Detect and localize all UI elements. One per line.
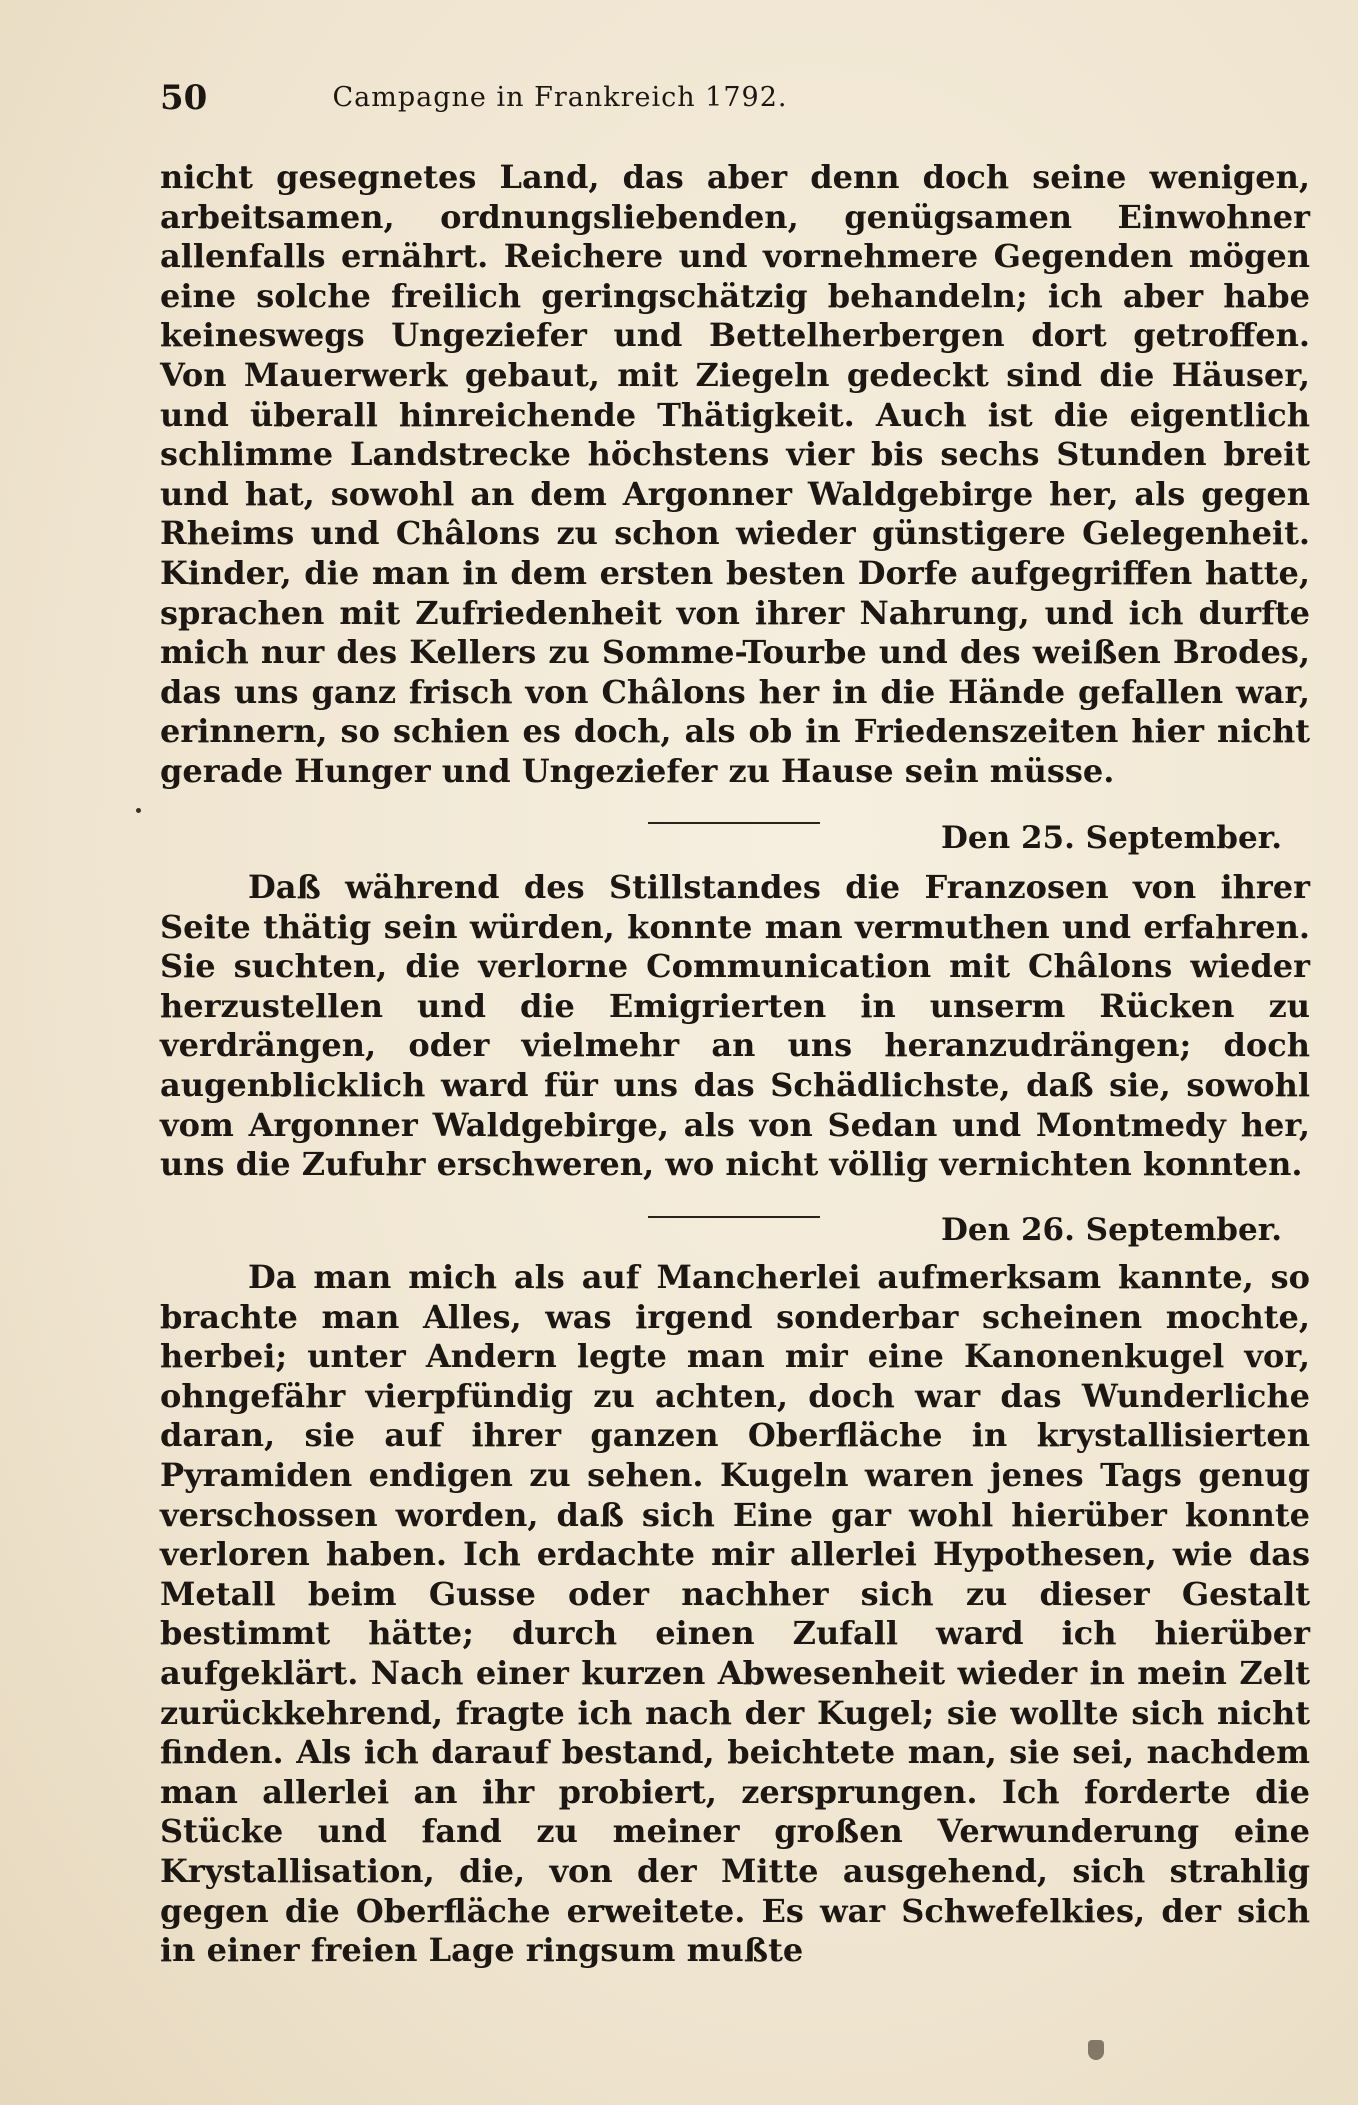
running-title: Campagne in Frankreich 1792. [332, 82, 788, 113]
dateline-25-september: Den 25. September. [941, 820, 1282, 856]
page-number: 50 [160, 78, 208, 118]
dateline-26-september: Den 26. September. [941, 1212, 1282, 1248]
page-header [160, 78, 1310, 126]
ink-speck [136, 808, 141, 813]
paragraph-26-september: Da man mich als auf Mancherlei aufmerksam kannte, so brachte man Alles, was irgend sonderbar scheinen mochte, herbei; unter Andern legte man mir eine Kanonenkugel vor, ohngefähr vierpfündig zu achten, doch war das Wunderliche daran, sie auf ihrer ganzen Oberfläche in krystallisierten Pyramiden endigen zu sehen. Kugeln waren jenes Tags genug verschossen worden, daß sich Eine gar wohl hierüber konnte verloren haben. Ich erdachte mir allerlei Hypothesen, wie das Metall beim Gusse oder nachher sich zu dieser Gestalt bestimmt hätte; durch einen Zufall ward ich hierüber aufgeklärt. Nach einer kurzen Abwesenheit wieder in mein Zelt zurückkehrend, fragte ich nach der Kugel; sie wollte sich nicht finden. Als ich darauf bestand, beichtete man, sie sei, nachdem man allerlei an ihr probiert, zersprungen. Ich forderte die Stücke und fand zu meiner großen Verwunderung eine Krystallisation, die, von der Mitte ausgehend, sich strahlig gegen die Oberfläche erweitete. Es war Schwefelkies, der sich in einer freien Lage ringsum mußte [160, 1258, 1310, 1970]
paragraph-continued: nicht gesegnetes Land, das aber denn doch seine wenigen, arbeitsamen, ordnungsliebenden, genügsamen Einwohner allenfalls ernährt. Reichere und vornehmere Gegenden mögen eine solche freilich geringschätzig behandeln; ich aber habe keineswegs Ungeziefer und Bettelherbergen dort getroffen. Von Mauerwerk gebaut, mit Ziegeln gedeckt sind die Häuser, und überall hinreichende Thätigkeit. Auch ist die eigentlich schlimme Landstrecke höchstens vier bis sechs Stunden breit und hat, sowohl an dem Argonner Waldgebirge her, als gegen Rheims und Châlons zu schon wieder günstigere Gelegenheit. Kinder, die man in dem ersten besten Dorfe aufgegriffen hatte, sprachen mit Zufriedenheit von ihrer Nahrung, und ich durfte mich nur des Kellers zu Somme-Tourbe und des weißen Brodes, das uns ganz frisch von Châlons her in die Hände gefallen war, erinnern, so schien es doch, als ob in Friedenszeiten hier nicht gerade Hunger und Ungeziefer zu Hause sein müsse. [160, 158, 1310, 790]
printer-mark [1088, 2040, 1104, 2060]
section-divider [648, 822, 820, 824]
paragraph-25-september: Daß während des Stillstandes die Franzosen von ihrer Seite thätig sein würden, konnte man vermuthen und erfahren. Sie suchten, die verlorne Communication mit Châlons wieder herzustellen und die Emigrierten in unserm Rücken zu verdrängen, oder vielmehr an uns heranzudrängen; doch augenblicklich ward für uns das Schädlichste, daß sie, sowohl vom Argonner Waldgebirge, als von Sedan und Montmedy her, uns die Zufuhr erschweren, wo nicht völlig vernichten konnten. [160, 868, 1310, 1184]
section-divider [648, 1216, 820, 1218]
